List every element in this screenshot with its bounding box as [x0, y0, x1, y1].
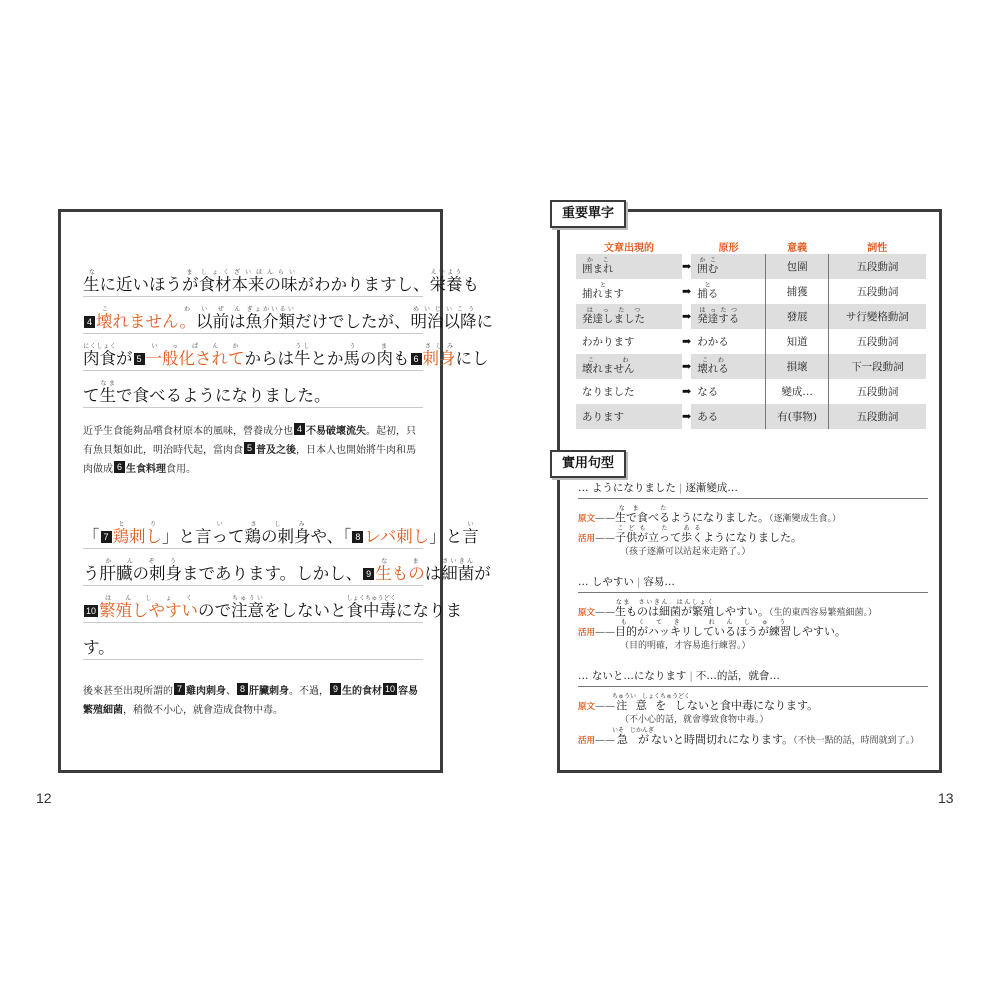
note-number: 7: [101, 531, 112, 543]
highlight-phrase: 刺身: [422, 349, 456, 368]
vocab-row: [576, 379, 926, 404]
vocab-row: [576, 304, 926, 329]
vocab-row: [576, 279, 926, 304]
note-number: 6: [114, 461, 125, 473]
page-number-left: 12: [36, 790, 52, 806]
vocab-pos: 五段動詞: [828, 404, 926, 429]
example-line: 活用——子供が立って歩くこども た あるようになりました。: [578, 525, 803, 544]
vocab-meaning: 變成…: [766, 379, 829, 404]
vocab-meaning: 發展: [766, 304, 829, 329]
vocab-header: 詞性: [867, 242, 888, 254]
vocab-pos: 下一段動詞: [828, 354, 926, 379]
vocab-base: 囲むかこ: [691, 254, 766, 279]
vocab-word: 発達しましたはったつ: [576, 304, 682, 329]
vocab-meaning: 知道: [766, 329, 829, 354]
highlight-phrase: 壊れません。: [96, 312, 196, 331]
vocab-header: 意義: [787, 242, 808, 254]
jp-line: 「 7 鶏刺しとり」と言ってい鶏の刺身さしみや、「 8 レバ刺し」と言い: [83, 512, 423, 549]
vocab-header: 原形: [718, 242, 739, 254]
vocab-pos: 五段動詞: [856, 386, 899, 398]
left-page: [58, 209, 493, 773]
vocab-pos: 五段動詞: [856, 286, 899, 298]
vocab-row: [576, 404, 926, 429]
note-number: 8: [352, 531, 363, 543]
vocab-word: わかります: [582, 336, 635, 348]
note-number: 10: [384, 684, 395, 694]
pattern-title: … ないと…になります | 不…的話，就會…: [578, 668, 928, 687]
vocab-pos: サ行變格動詞: [828, 304, 926, 329]
arrow-icon: ➡: [682, 329, 691, 354]
vocab-meaning: 損壞: [766, 354, 829, 379]
vocab-section-title: 重要單字: [550, 200, 626, 228]
note-number: 5: [244, 442, 255, 454]
example-line: 原文——注意をしちゅうい しょくちゅうどくないと食中毒になります。: [578, 693, 819, 712]
note-number: 9: [363, 568, 374, 580]
example-translation: （目的明確，才容易進行練習。）: [620, 641, 751, 651]
vocab-row: [576, 354, 926, 379]
pattern-block: [578, 574, 928, 653]
jp-line: 肉食にくしょくが 5 一般化されていっぱんかからは牛うしとか馬の肉うまも 6 刺身さしみにし: [83, 334, 423, 371]
pattern-block: [578, 668, 928, 747]
example-line: 活用——急がいそ じかんぎないと時間切れになります。（不快一點的話，時間就到了。）: [578, 727, 920, 746]
arrow-icon: ➡: [682, 354, 691, 379]
vocab-word: 壊れませんこわ: [576, 354, 682, 379]
jp-line: 4 壊れません。こわ以前はいぜん魚介類ぎょかいるいだけでしたが、明治以降めいじいこうに: [83, 297, 423, 334]
note-number: 6: [411, 353, 422, 365]
right-page: [557, 206, 942, 773]
jp-line: 10 繁殖しやすいはんしょくので注意ちゅういをしないと食中毒しょくちゅうどくになりま: [83, 586, 423, 623]
vocab-word: 囲まれかこ: [576, 254, 682, 279]
pattern-title: … ようになりました | 逐漸變成…: [578, 480, 928, 499]
jp-line: す。: [83, 623, 423, 660]
example-line: 原文——生ものは細菌が繁殖なま さいきん はんしょくしやすい。（生的東西容易繁殖細菌。）: [578, 599, 878, 618]
example-line: 活用——目的がハッキリしているほうが練習もくてき れんしゅうしやすい。: [578, 619, 847, 638]
jp-line: う肝臓の刺身かんぞうまであります。しかし、 9 生ものなまは細菌さいきんが: [83, 549, 423, 586]
arrow-icon: ➡: [682, 304, 691, 329]
pattern-section-title: 實用句型: [550, 450, 626, 478]
japanese-passage-2: [83, 512, 491, 660]
pattern-title: … しやすい | 容易…: [578, 574, 928, 593]
highlight-phrase: レバ刺し: [364, 527, 430, 546]
jp-line: て生なまで食べるようになりました。: [83, 371, 423, 408]
vocab-base: わかる: [697, 336, 729, 348]
jp-line: 生に近いほうがなま食材本来の味しょくざいほんらいがわかりますし、栄養えいようも: [83, 260, 423, 297]
highlight-phrase: 一般化されて: [145, 349, 245, 368]
highlight-phrase: 鶏刺し: [112, 527, 162, 546]
page-number-right: 13: [938, 790, 954, 806]
vocab-table: [576, 238, 926, 429]
vocab-word: 捕れますと: [582, 282, 624, 300]
vocab-pos: 五段動詞: [828, 254, 926, 279]
note-number: 5: [134, 353, 145, 365]
arrow-icon: ➡: [682, 404, 691, 429]
highlight-phrase: 繁殖しやすい: [99, 601, 198, 620]
vocab-row: [576, 329, 926, 354]
note-number: 4: [294, 423, 305, 435]
example-translation: （孩子逐漸可以站起來走路了。）: [620, 547, 751, 557]
vocab-word: あります: [576, 404, 682, 429]
vocab-meaning: 捕獲: [766, 279, 829, 304]
arrow-icon: ➡: [682, 379, 691, 404]
vocab-meaning: 有(事物): [766, 404, 829, 429]
vocab-base: なる: [697, 386, 719, 398]
vocab-base: 捕ると: [697, 282, 719, 300]
vocab-row: [576, 254, 926, 279]
note-number: 8: [237, 683, 248, 695]
note-number: 9: [330, 683, 341, 695]
vocab-base: 発達するはったつ: [691, 304, 766, 329]
pattern-block: [578, 480, 928, 559]
vocab-word: なりました: [582, 386, 635, 398]
vocab-pos: 五段動詞: [856, 336, 899, 348]
highlight-phrase: 生もの: [375, 564, 425, 583]
arrow-icon: ➡: [682, 254, 691, 279]
chinese-translation-2: 後來甚至出現所謂的 7 雞肉刺身、 8 肝臟刺身。不過， 9 生的食材 10 容易繁殖細菌，稍微不小心，就會造成食物中毒。: [83, 684, 418, 716]
vocab-base: 壊れるこわ: [691, 354, 766, 379]
chinese-translation-1: 近乎生食能夠品嚐食材原本的風味，營養成分也 4 不易破壞流失。起初，只有魚貝類如此，明治時代起，當肉食 5 普及之後，日本人也開始將牛肉和馬肉做成 6 生食料理食用。: [83, 424, 416, 475]
note-number: 10: [85, 606, 96, 616]
vocab-base: ある: [691, 404, 766, 429]
arrow-icon: ➡: [682, 279, 691, 304]
note-number: 4: [84, 316, 95, 328]
japanese-passage-1: [83, 260, 493, 408]
example-translation: （不小心的話，就會導致食物中毒。）: [620, 715, 769, 725]
vocab-meaning: 包圍: [766, 254, 829, 279]
vocab-header: 文章出現的: [604, 242, 655, 254]
example-line: 原文——生で食べるなま たようになりました。（逐漸變成生食。）: [578, 505, 842, 524]
note-number: 7: [174, 683, 185, 695]
